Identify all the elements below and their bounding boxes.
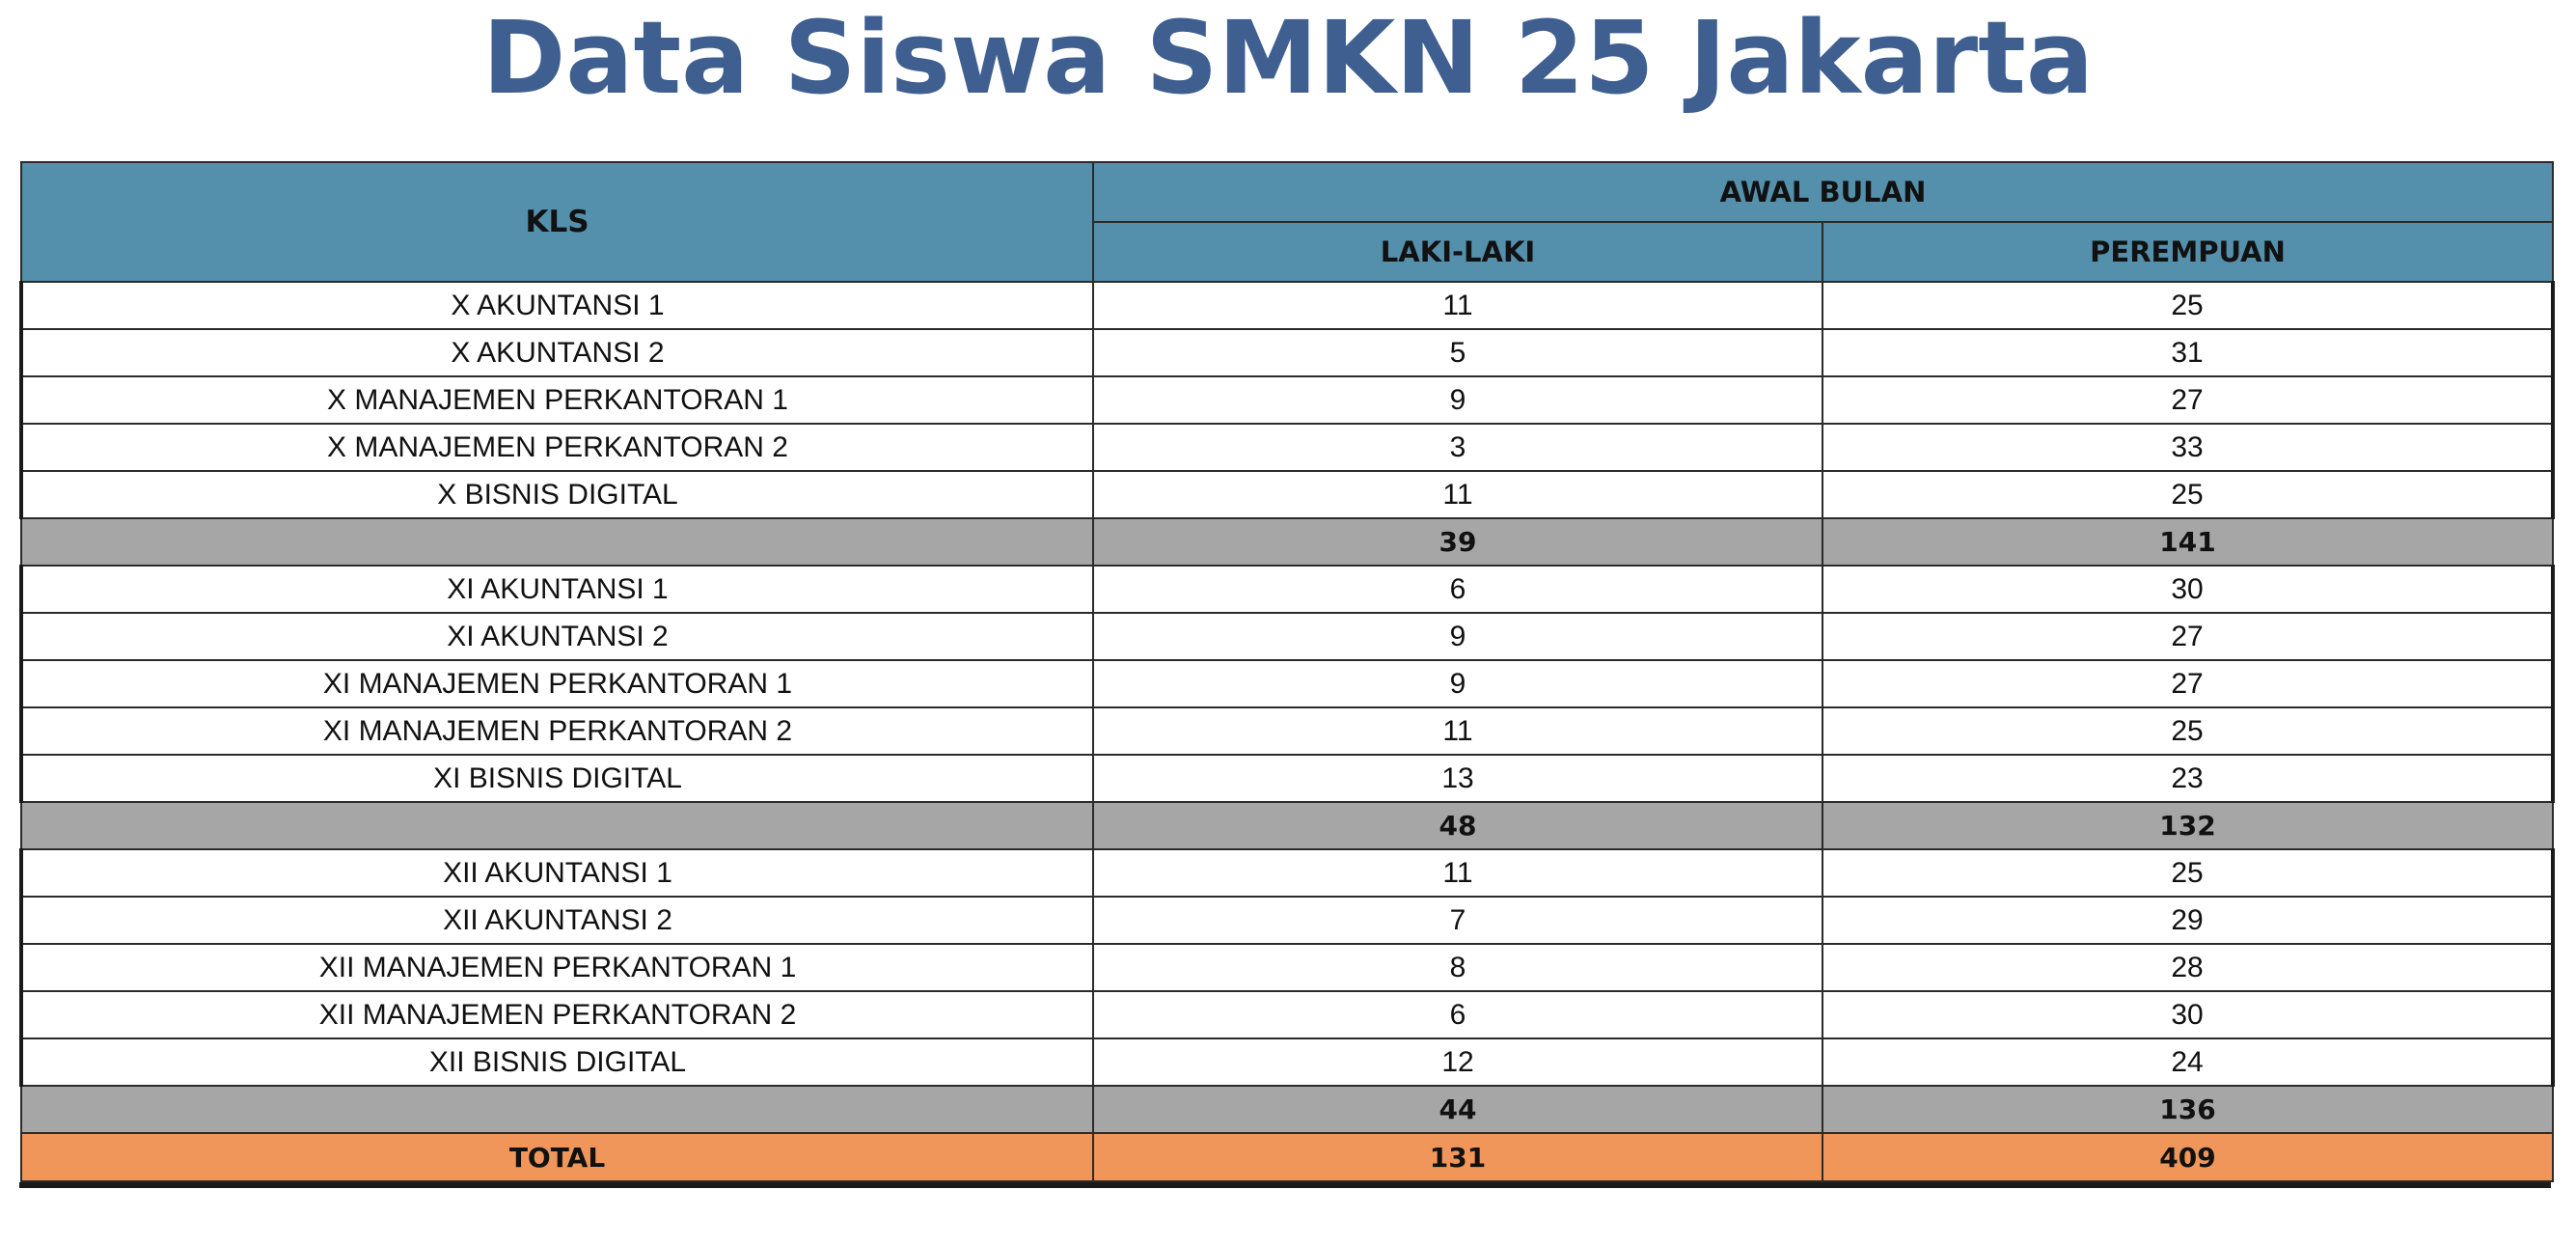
cell-perempuan: 24 (1822, 1038, 2553, 1086)
table-row (21, 471, 2553, 518)
cell-laki-laki: 12 (1093, 1038, 1822, 1086)
header-perempuan: PEREMPUAN (1822, 222, 2553, 282)
cell-perempuan: 25 (1822, 282, 2553, 329)
cell-perempuan: 31 (1822, 329, 2553, 376)
table-row (21, 1038, 2553, 1086)
table-row (21, 660, 2553, 707)
cell-kls: XII MANAJEMEN PERKANTORAN 1 (21, 944, 1093, 991)
cell-perempuan: 30 (1822, 566, 2553, 613)
table-row (21, 991, 2553, 1038)
table-body (21, 282, 2553, 1181)
cell-perempuan: 23 (1822, 755, 2553, 802)
cell-perempuan: 30 (1822, 991, 2553, 1038)
cell-kls: X MANAJEMEN PERKANTORAN 2 (21, 424, 1093, 471)
header-laki-laki: LAKI-LAKI (1093, 222, 1822, 282)
cell-laki-laki: 39 (1093, 518, 1822, 566)
table-row (21, 329, 2553, 376)
cell-kls: X AKUNTANSI 2 (21, 329, 1093, 376)
cell-kls (21, 1086, 1093, 1133)
cell-laki-laki: 8 (1093, 944, 1822, 991)
cell-kls: XII MANAJEMEN PERKANTORAN 2 (21, 991, 1093, 1038)
cell-laki-laki: 131 (1093, 1133, 1822, 1181)
cell-perempuan: 29 (1822, 897, 2553, 944)
cell-kls: XI BISNIS DIGITAL (21, 755, 1093, 802)
cell-kls (21, 802, 1093, 849)
cell-kls: XI MANAJEMEN PERKANTORAN 1 (21, 660, 1093, 707)
student-table-container (19, 161, 2551, 1188)
cell-laki-laki: 11 (1093, 707, 1822, 755)
table-row (21, 897, 2553, 944)
subtotal-row (21, 1086, 2553, 1133)
cell-laki-laki: 9 (1093, 613, 1822, 660)
table-row (21, 424, 2553, 471)
student-table (19, 161, 2555, 1182)
cell-kls: XI AKUNTANSI 1 (21, 566, 1093, 613)
cell-perempuan: 136 (1822, 1086, 2553, 1133)
cell-perempuan: 28 (1822, 944, 2553, 991)
table-row (21, 849, 2553, 897)
cell-laki-laki: 13 (1093, 755, 1822, 802)
table-row (21, 613, 2553, 660)
header-awal-bulan: AWAL BULAN (1093, 162, 2553, 222)
cell-laki-laki: 9 (1093, 376, 1822, 424)
cell-perempuan: 25 (1822, 471, 2553, 518)
table-header (21, 162, 2553, 282)
table-row (21, 282, 2553, 329)
cell-kls: X BISNIS DIGITAL (21, 471, 1093, 518)
cell-laki-laki: 9 (1093, 660, 1822, 707)
header-kls: KLS (21, 162, 1093, 282)
cell-laki-laki: 11 (1093, 282, 1822, 329)
cell-perempuan: 409 (1822, 1133, 2553, 1181)
cell-perempuan: 25 (1822, 707, 2553, 755)
cell-kls: XI MANAJEMEN PERKANTORAN 2 (21, 707, 1093, 755)
cell-laki-laki: 6 (1093, 991, 1822, 1038)
cell-laki-laki: 3 (1093, 424, 1822, 471)
cell-kls (21, 518, 1093, 566)
cell-kls: XII BISNIS DIGITAL (21, 1038, 1093, 1086)
table-row (21, 376, 2553, 424)
table-row (21, 944, 2553, 991)
cell-perempuan: 141 (1822, 518, 2553, 566)
cell-kls: XII AKUNTANSI 2 (21, 897, 1093, 944)
cell-kls: XII AKUNTANSI 1 (21, 849, 1093, 897)
cell-kls: TOTAL (21, 1133, 1093, 1181)
cell-perempuan: 27 (1822, 613, 2553, 660)
cell-kls: XI AKUNTANSI 2 (21, 613, 1093, 660)
total-row (21, 1133, 2553, 1181)
cell-laki-laki: 5 (1093, 329, 1822, 376)
cell-perempuan: 132 (1822, 802, 2553, 849)
cell-laki-laki: 11 (1093, 471, 1822, 518)
cell-laki-laki: 44 (1093, 1086, 1822, 1133)
cell-perempuan: 25 (1822, 849, 2553, 897)
subtotal-row (21, 518, 2553, 566)
subtotal-row (21, 802, 2553, 849)
table-row (21, 755, 2553, 802)
cell-perempuan: 27 (1822, 376, 2553, 424)
cell-kls: X MANAJEMEN PERKANTORAN 1 (21, 376, 1093, 424)
cell-laki-laki: 11 (1093, 849, 1822, 897)
table-row (21, 566, 2553, 613)
page-title: Data Siswa SMKN 25 Jakarta (481, 0, 2095, 117)
cell-kls: X AKUNTANSI 1 (21, 282, 1093, 329)
cell-perempuan: 27 (1822, 660, 2553, 707)
cell-laki-laki: 48 (1093, 802, 1822, 849)
cell-perempuan: 33 (1822, 424, 2553, 471)
table-row (21, 707, 2553, 755)
cell-laki-laki: 6 (1093, 566, 1822, 613)
cell-laki-laki: 7 (1093, 897, 1822, 944)
